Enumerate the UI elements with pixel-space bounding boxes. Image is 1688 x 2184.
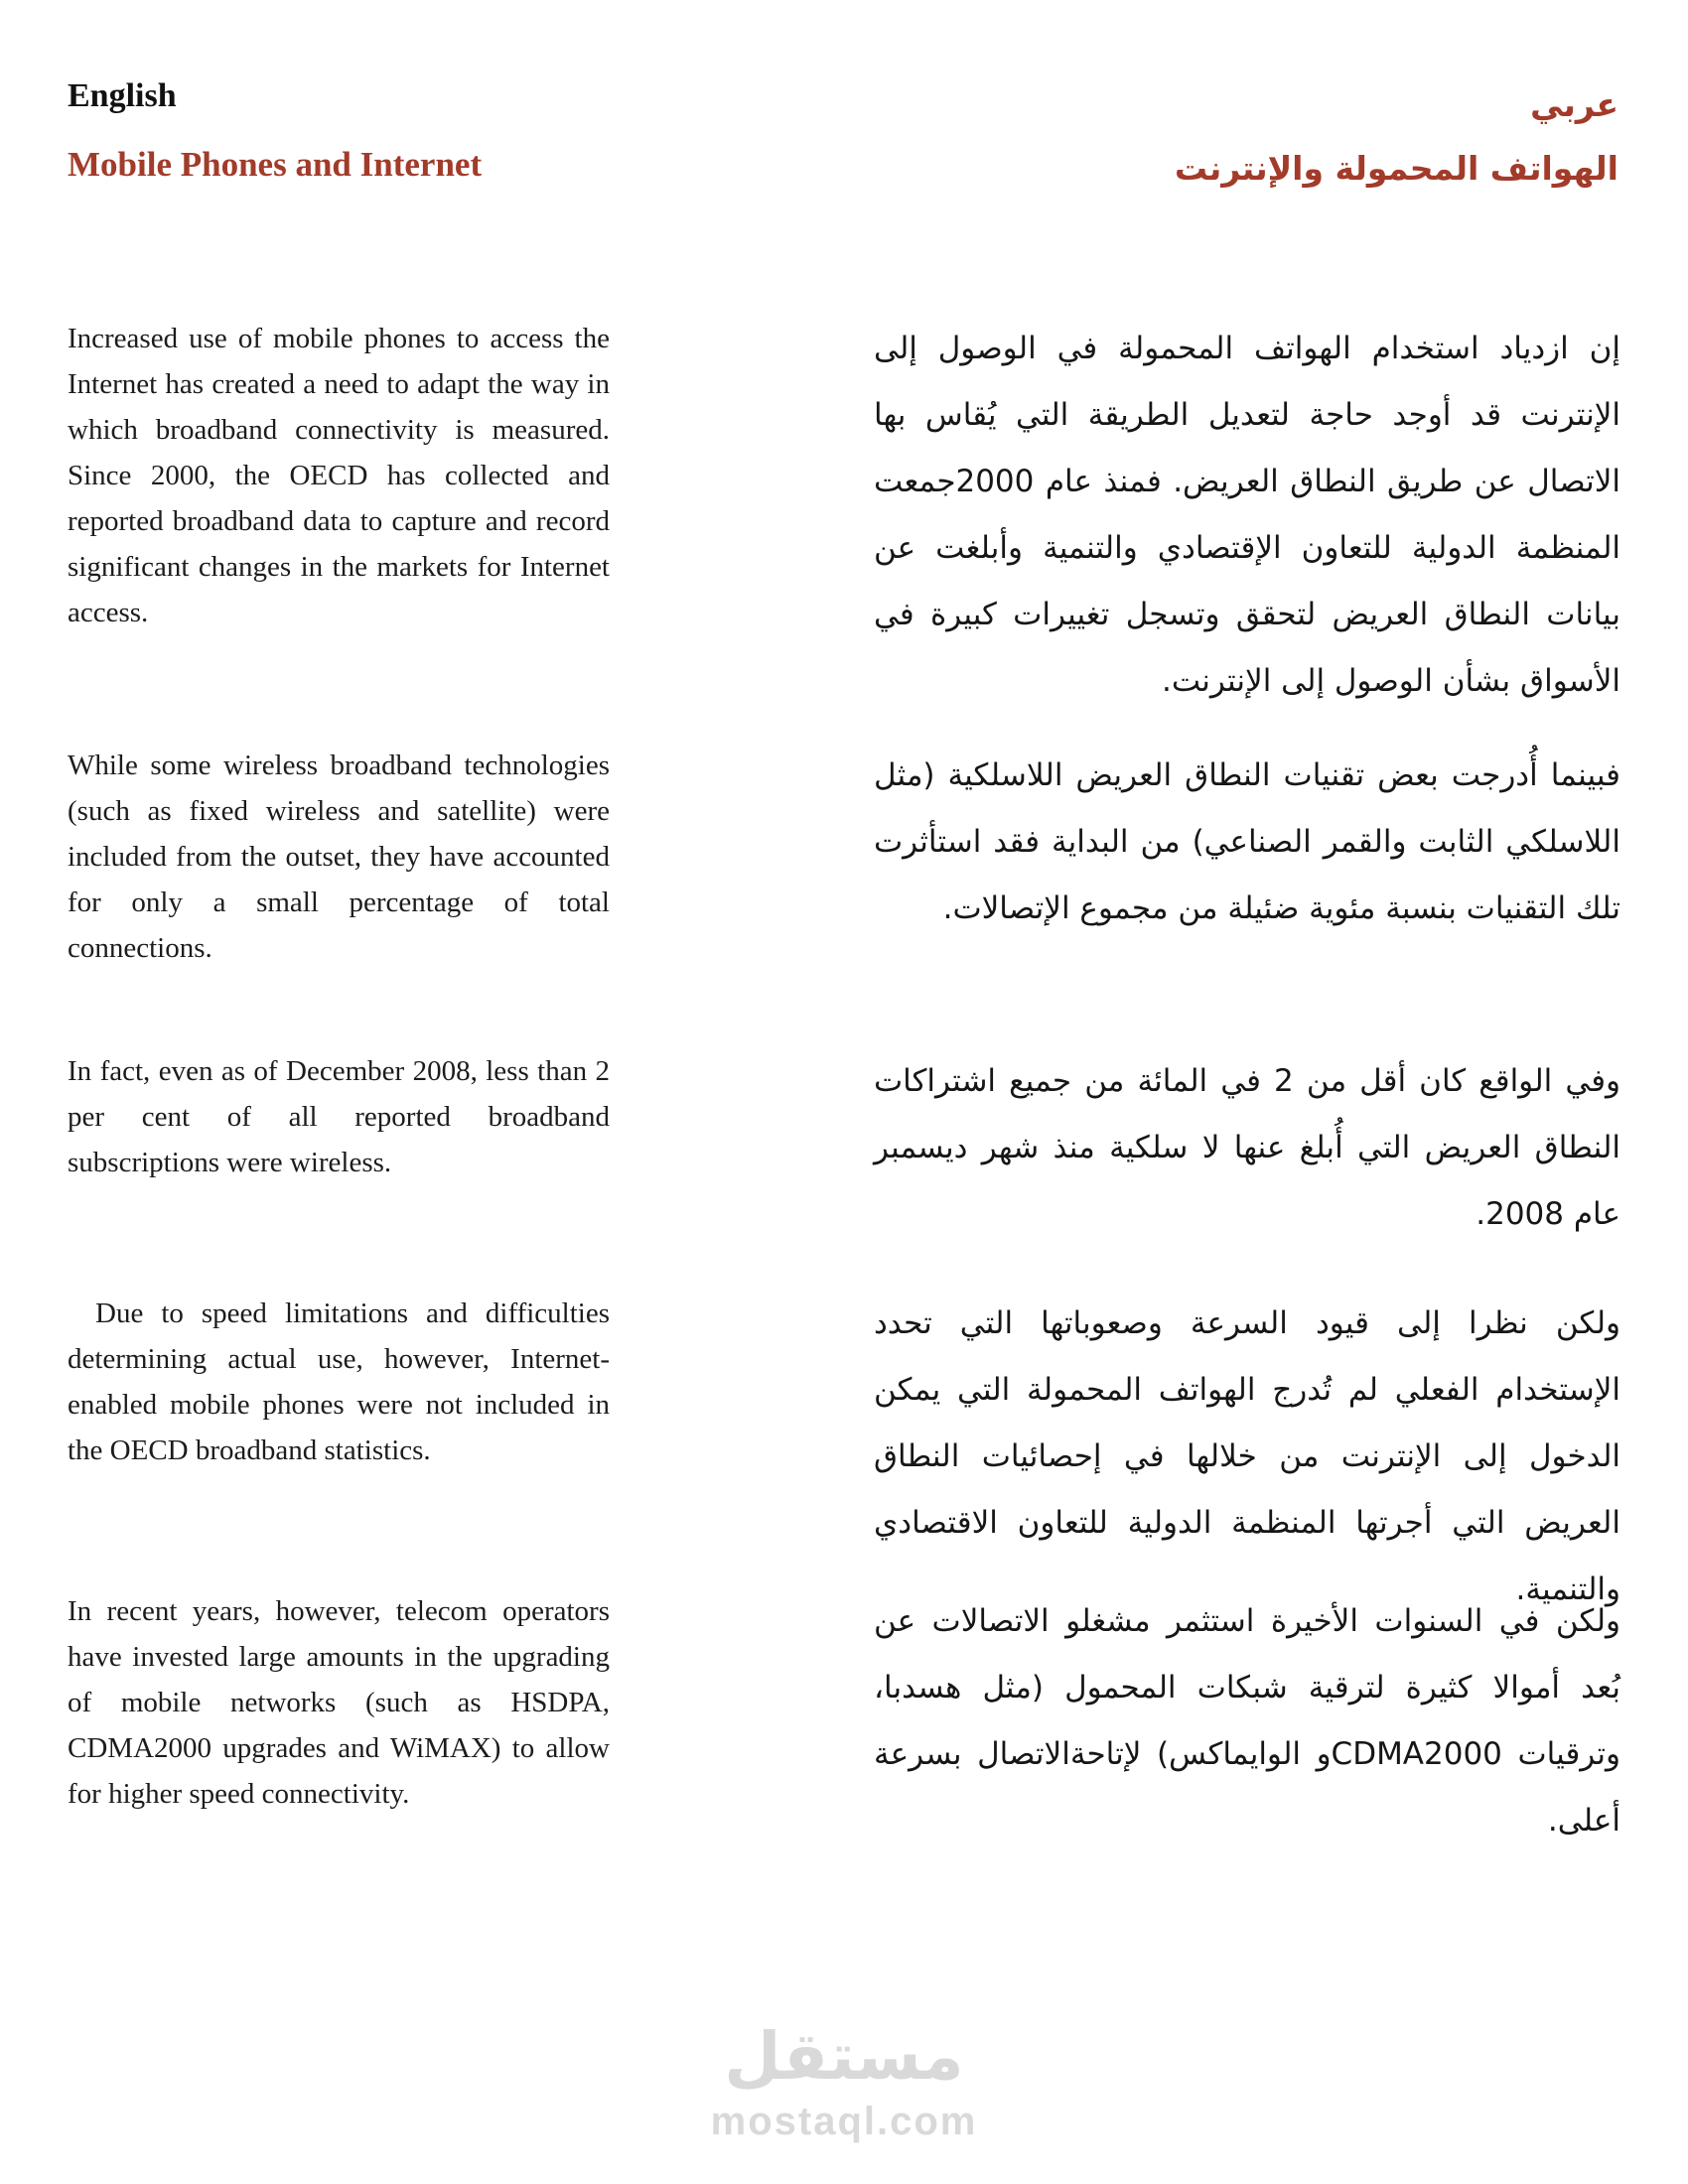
- arabic-paragraph-4: ولكن نظرا إلى قيود السرعة وصعوباتها التي تحدد الإستخدام الفعلي لم تُدرج الهواتف المحمولة التي يمكن الدخول إلى الإنترنت من خلالها في إحصائيات النطاق العريض التي أجرتها المنظمة الدولية للتعاون الاقتصادي والتنمية.: [874, 1305, 1620, 1607]
- arabic-paragraph-1: إن ازدياد استخدام الهواتف المحمولة في الوصول إلى الإنترنت قد أوجد حاجة لتعديل الطريقة التي يُقاس بها الاتصال عن طريق النطاق العريض. فمنذ عام 2000جمعت المنظمة الدولية للتعاون الإقتصادي والتنمية وأبلغت عن بيانات النطاق العريض لتحقق وتسجل تغييرات كبيرة في الأسواق بشأن الوصول إلى الإنترنت.: [874, 331, 1620, 699]
- english-column-label: English: [68, 77, 177, 114]
- watermark: [711, 2013, 978, 2142]
- english-paragraph-2: While some wireless broadband technologies (such as fixed wireless and satellite) were included from the outset, they have accounted for only a small percentage of total connections.: [68, 750, 610, 964]
- arabic-paragraph-3: وفي الواقع كان أقل من 2 في المائة من جميع اشتراكات النطاق العريض التي أُبلغ عنها لا سلكية منذ شهر ديسمبر عام 2008.: [874, 1063, 1620, 1232]
- arabic-paragraph-2: فبينما أُدرجت بعض تقنيات النطاق العريض اللاسلكية (مثل اللاسلكي الثابت والقمر الصناعي) من البداية فقد استأثرت تلك التقنيات بنسبة مئوية ضئيلة من مجموع الإتصالات.: [874, 757, 1620, 926]
- mostaql-url-text: mostaql.com: [710, 2100, 978, 2143]
- english-paragraph-5: In recent years, however, telecom operators have invested large amounts in the upgrading of mobile networks (such as HSDPA, CDMA2000 upgrades and WiMAX) to allow for higher speed connectivity.: [68, 1595, 610, 1810]
- english-paragraph-4: Due to speed limitations and difficulties determining actual use, however, Internet-enabled mobile phones were not included in the OECD broadband statistics.: [68, 1297, 610, 1466]
- arabic-column-label: عربي: [1530, 85, 1618, 124]
- arabic-document-title: الهواتف المحمولة والإنترنت: [1174, 149, 1618, 188]
- english-paragraph-1: Increased use of mobile phones to access the Internet has created a need to adapt the way in which broadband connectivity is measured. Since 2000, the OECD has collected and reported broadband data to capture and record significant changes in the markets for Internet access.: [68, 323, 610, 628]
- arabic-paragraph-5: ولكن في السنوات الأخيرة استثمر مشغلو الاتصالات عن بُعد أموالا كثيرة لترقية شبكات المحمول (مثل هسدبا، وترقيات CDMA2000و الوايماكس) لإتاحةالاتصال بسرعة أعلى.: [874, 1603, 1620, 1839]
- english-document-title: Mobile Phones and Internet: [68, 145, 483, 184]
- english-paragraph-3: In fact, even as of December 2008, less than 2 per cent of all reported broadband subscriptions were wireless.: [68, 1055, 610, 1178]
- mostaql-logo: مستقل: [724, 2018, 964, 2095]
